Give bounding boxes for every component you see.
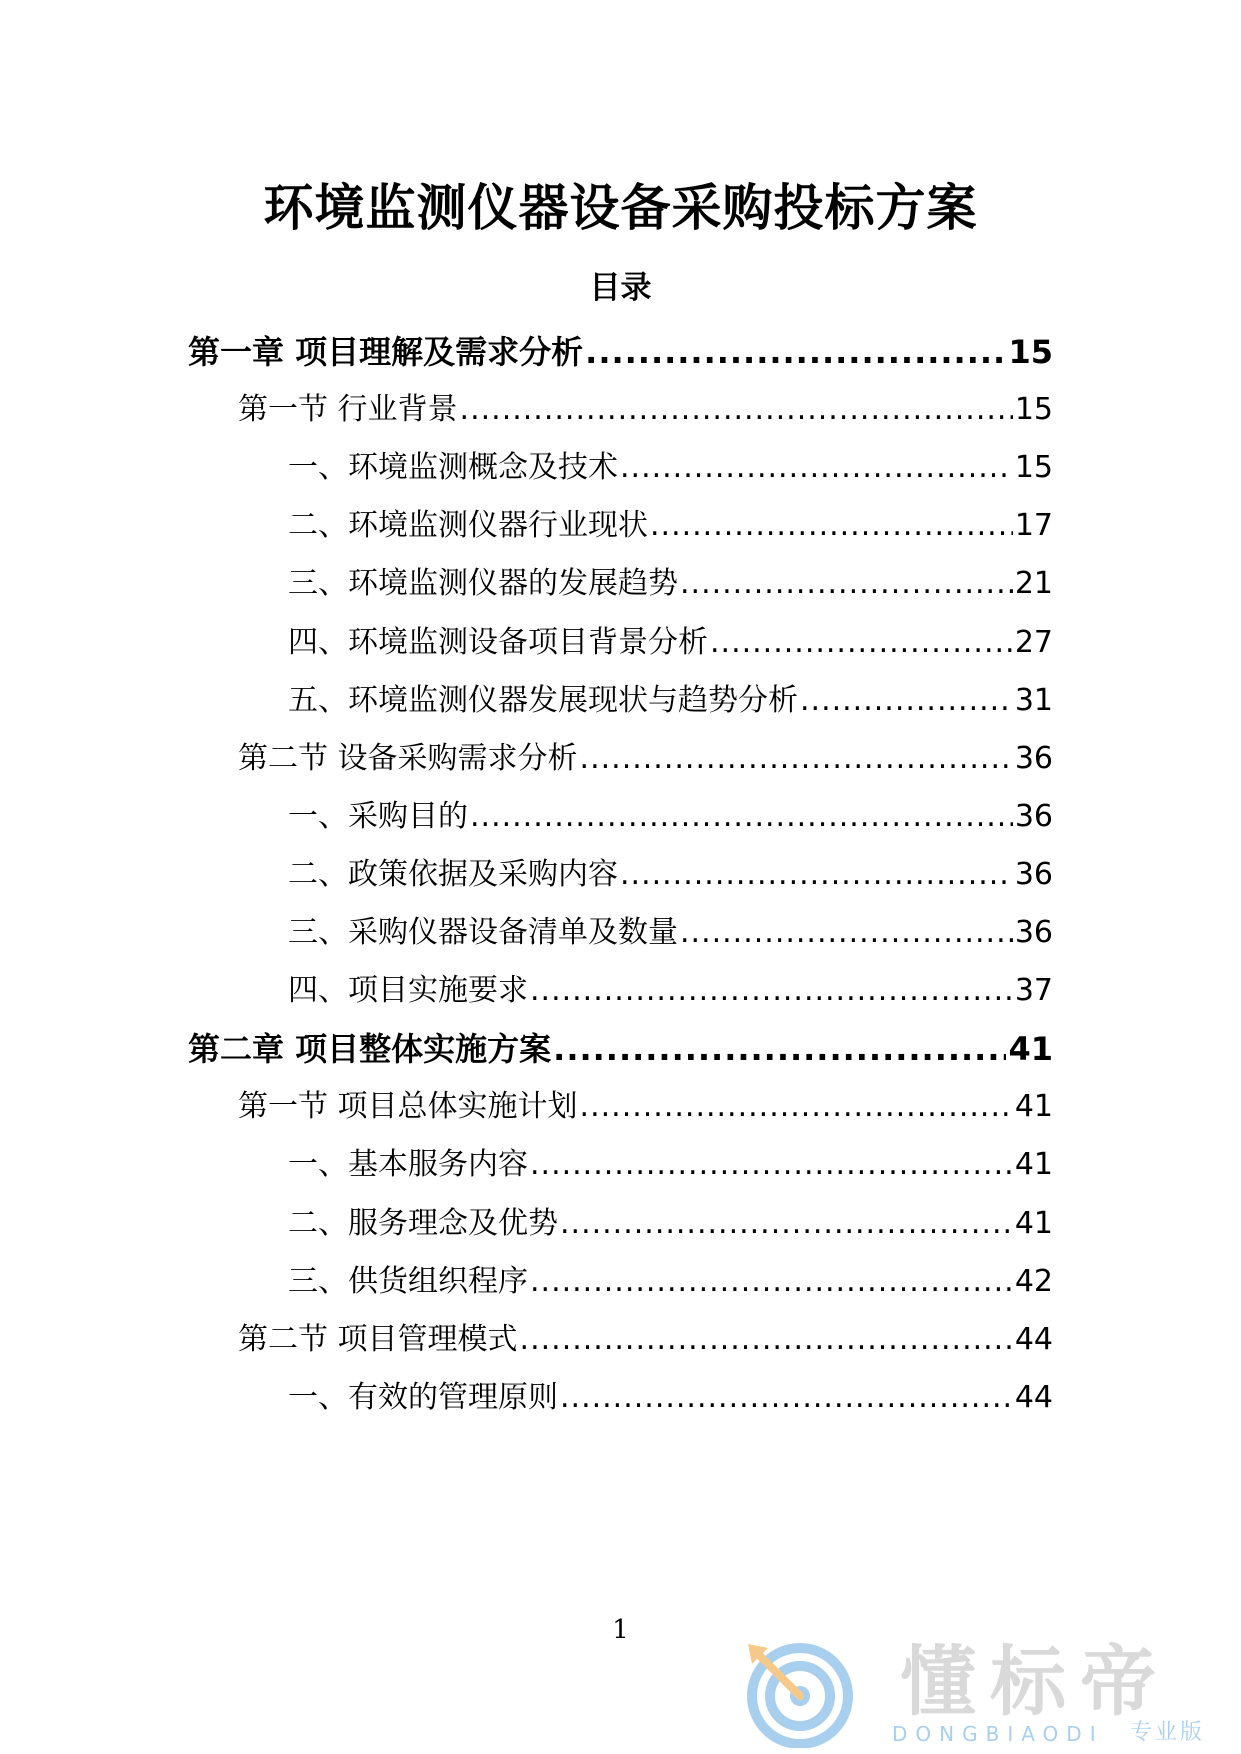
toc-subsection-entry[interactable] bbox=[288, 621, 1053, 665]
toc-entry-page: 44 bbox=[1014, 1380, 1053, 1415]
toc-leader-dots bbox=[620, 446, 1013, 490]
toc-leader-dots bbox=[680, 562, 1013, 606]
toc-subsection-entry[interactable] bbox=[288, 1260, 1053, 1304]
target-arrow-icon bbox=[742, 1636, 860, 1748]
watermark-brand-name: 懂标帝 bbox=[900, 1637, 1170, 1726]
toc-leader-dots bbox=[470, 795, 1013, 839]
toc-entry-label: 第二章 项目整体实施方案 bbox=[188, 1030, 552, 1068]
toc-chapter-entry[interactable] bbox=[188, 1027, 1053, 1071]
toc-entry-page: 31 bbox=[1014, 683, 1053, 718]
toc-entry-label: 三、采购仪器设备清单及数量 bbox=[288, 915, 678, 950]
document-title: 环境监测仪器设备采购投标方案 bbox=[263, 179, 978, 237]
toc-heading: 目录 bbox=[589, 270, 652, 306]
toc-entry-label: 一、基本服务内容 bbox=[288, 1147, 528, 1182]
toc-entry-page: 42 bbox=[1014, 1264, 1053, 1299]
toc-subsection-entry[interactable] bbox=[288, 853, 1053, 897]
toc-entry-label: 五、环境监测仪器发展现状与趋势分析 bbox=[288, 683, 798, 718]
toc-chapter-entry[interactable] bbox=[188, 330, 1053, 374]
toc-entry-page: 41 bbox=[1008, 1030, 1053, 1068]
toc-leader-dots bbox=[560, 1376, 1013, 1420]
toc-entry-page: 41 bbox=[1014, 1089, 1053, 1124]
toc-entry-label: 第一节 项目总体实施计划 bbox=[238, 1089, 578, 1124]
toc-entry-label: 一、采购目的 bbox=[288, 799, 468, 834]
toc-entry-page: 15 bbox=[1014, 450, 1053, 485]
toc-leader-dots bbox=[560, 1202, 1013, 1246]
toc-leader-dots bbox=[800, 679, 1013, 723]
toc-subsection-entry[interactable] bbox=[288, 446, 1053, 490]
toc-leader-dots bbox=[520, 1318, 1013, 1362]
watermark-brand-latin: DONGBIAODI bbox=[892, 1722, 1104, 1746]
page-number: 1 bbox=[612, 1615, 629, 1645]
toc-subsection-entry[interactable] bbox=[288, 969, 1053, 1013]
toc-section-entry[interactable] bbox=[238, 1318, 1053, 1362]
toc-entry-page: 37 bbox=[1014, 973, 1053, 1008]
toc-leader-dots bbox=[460, 388, 1013, 432]
toc-entry-label: 四、环境监测设备项目背景分析 bbox=[288, 625, 708, 660]
toc-subsection-entry[interactable] bbox=[288, 795, 1053, 839]
toc-leader-dots bbox=[650, 504, 1013, 548]
watermark bbox=[742, 1636, 1222, 1748]
toc-subsection-entry[interactable] bbox=[288, 562, 1053, 606]
toc-entry-page: 21 bbox=[1014, 566, 1053, 601]
toc-entry-label: 二、服务理念及优势 bbox=[288, 1206, 558, 1241]
toc-entry-label: 一、环境监测概念及技术 bbox=[288, 450, 618, 485]
toc-entry-page: 15 bbox=[1008, 333, 1053, 371]
toc-entry-page: 36 bbox=[1014, 857, 1053, 892]
watermark-edition: 专业版 bbox=[1130, 1720, 1206, 1745]
toc-entry-label: 三、供货组织程序 bbox=[288, 1264, 528, 1299]
toc-entry-page: 36 bbox=[1014, 741, 1053, 776]
toc-entry-page: 17 bbox=[1014, 508, 1053, 543]
toc-entry-label: 第二节 项目管理模式 bbox=[238, 1322, 518, 1357]
toc-section-entry[interactable] bbox=[238, 1085, 1053, 1129]
toc-leader-dots bbox=[530, 1260, 1013, 1304]
toc-entry-page: 41 bbox=[1014, 1206, 1053, 1241]
toc-entry-label: 二、环境监测仪器行业现状 bbox=[288, 508, 648, 543]
toc-leader-dots bbox=[580, 1085, 1013, 1129]
toc-entry-label: 第二节 设备采购需求分析 bbox=[238, 741, 578, 776]
toc-subsection-entry[interactable] bbox=[288, 1202, 1053, 1246]
toc-entry-page: 27 bbox=[1014, 625, 1053, 660]
toc-entry-label: 一、有效的管理原则 bbox=[288, 1380, 558, 1415]
toc-leader-dots bbox=[710, 621, 1013, 665]
toc-entry-label: 四、项目实施要求 bbox=[288, 973, 528, 1008]
toc-entry-page: 15 bbox=[1014, 392, 1053, 427]
toc-leader-dots bbox=[530, 1143, 1013, 1187]
toc-entry-label: 第一章 项目理解及需求分析 bbox=[188, 333, 584, 371]
toc-subsection-entry[interactable] bbox=[288, 911, 1053, 955]
toc-entry-page: 36 bbox=[1014, 799, 1053, 834]
toc-section-entry[interactable] bbox=[238, 737, 1053, 781]
toc-subsection-entry[interactable] bbox=[288, 1376, 1053, 1420]
toc-leader-dots bbox=[585, 330, 1006, 374]
toc-entry-page: 44 bbox=[1014, 1322, 1053, 1357]
toc-subsection-entry[interactable] bbox=[288, 1143, 1053, 1187]
toc-leader-dots bbox=[580, 737, 1013, 781]
toc-entry-page: 36 bbox=[1014, 915, 1053, 950]
toc-leader-dots bbox=[620, 853, 1013, 897]
toc-subsection-entry[interactable] bbox=[288, 679, 1053, 723]
toc-entry-page: 41 bbox=[1014, 1147, 1053, 1182]
toc-entry-label: 三、环境监测仪器的发展趋势 bbox=[288, 566, 678, 601]
toc-entry-label: 第一节 行业背景 bbox=[238, 392, 458, 427]
toc-leader-dots bbox=[680, 911, 1013, 955]
toc-leader-dots bbox=[553, 1027, 1006, 1071]
toc-leader-dots bbox=[530, 969, 1013, 1013]
toc-entry-label: 二、政策依据及采购内容 bbox=[288, 857, 618, 892]
toc-subsection-entry[interactable] bbox=[288, 504, 1053, 548]
toc-section-entry[interactable] bbox=[238, 388, 1053, 432]
